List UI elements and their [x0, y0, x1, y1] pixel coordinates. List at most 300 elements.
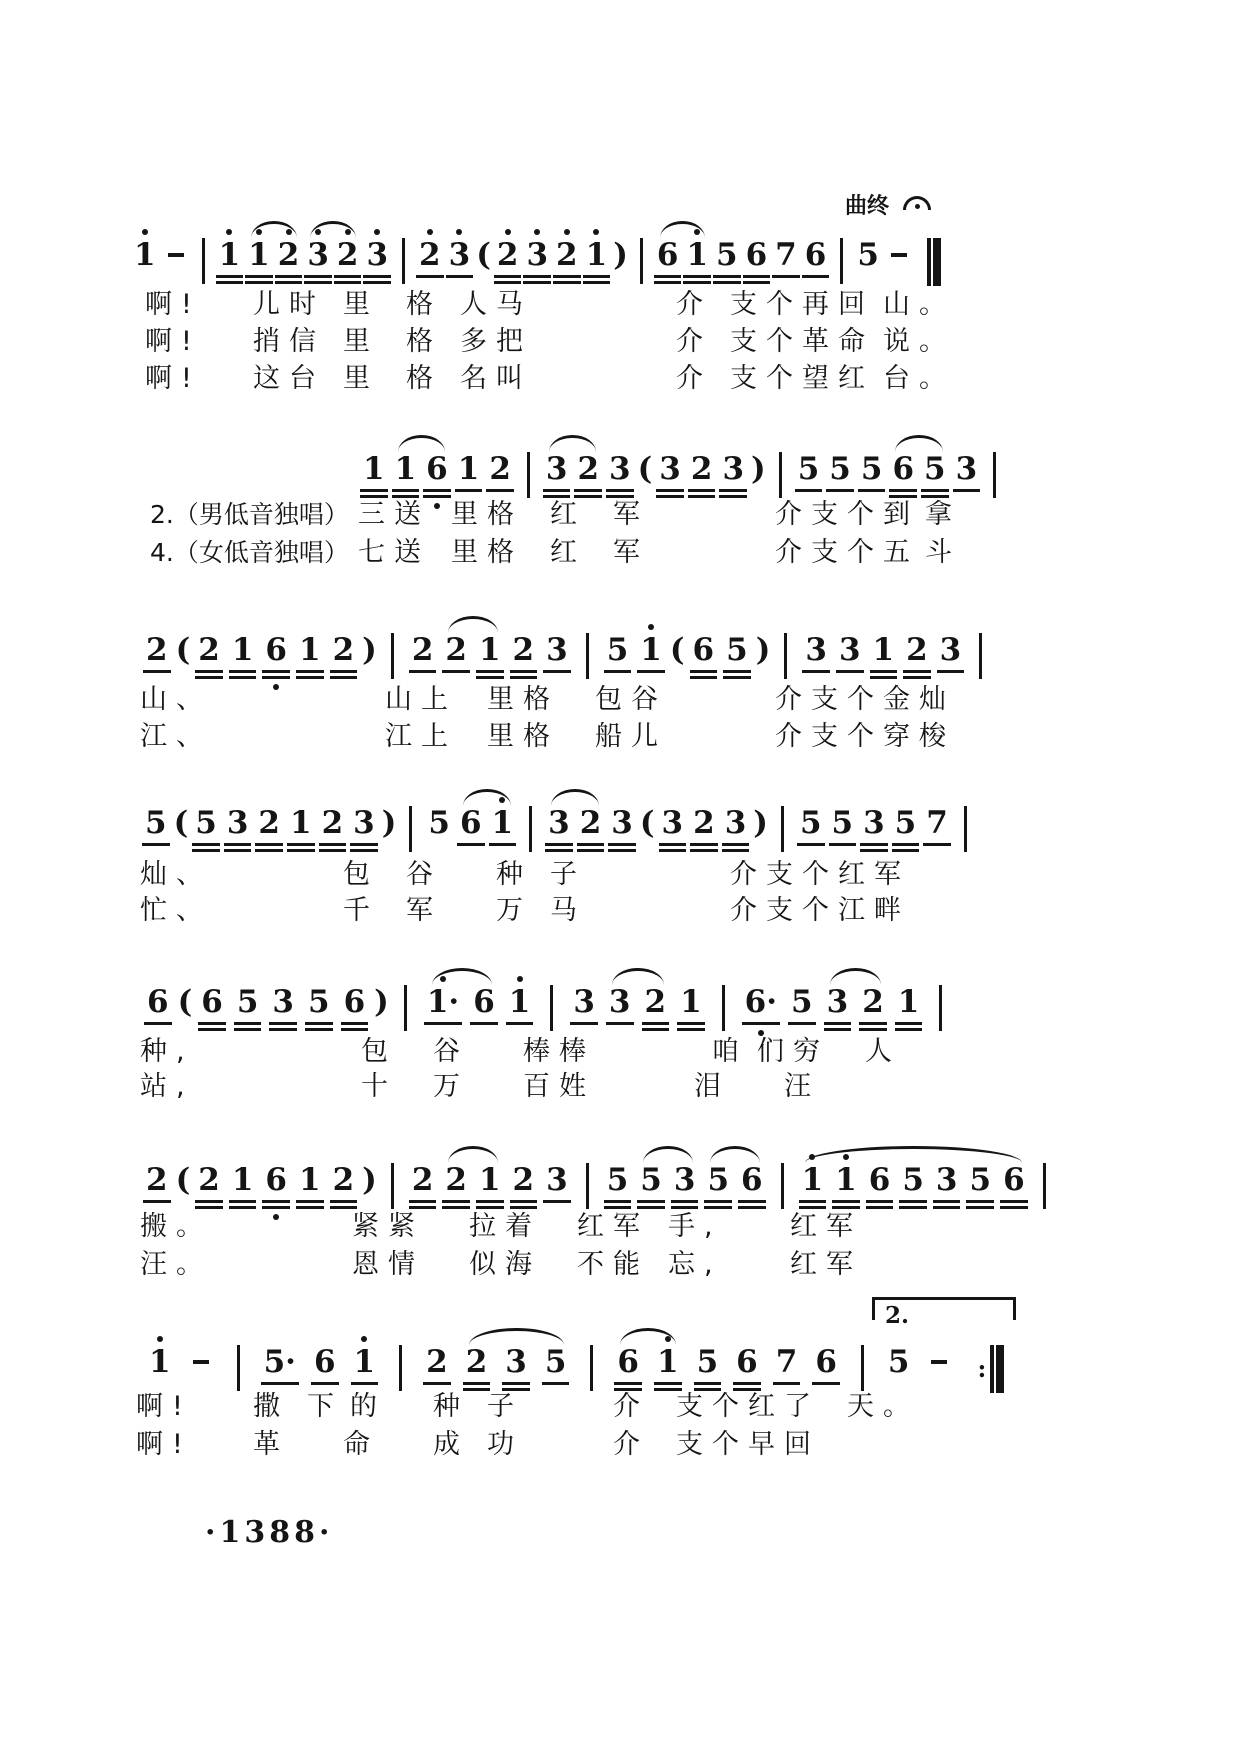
slur-arc: [551, 789, 598, 806]
lyric-text: 斗: [925, 537, 961, 568]
octave-dot-high: [534, 229, 540, 235]
lyric-text: 种,: [140, 1036, 194, 1067]
rhythm-underline: [198, 1022, 226, 1025]
lyric-text: 种: [496, 859, 532, 890]
lyric-text: 支个革命: [730, 326, 874, 357]
rhythm-underline: [409, 670, 437, 673]
parenthesis: ): [751, 451, 766, 487]
rhythm-underline: [802, 670, 830, 673]
lyric-text: 包谷: [595, 684, 667, 715]
note: 5: [428, 805, 450, 841]
lyric-text: 里格: [487, 684, 559, 715]
rhythm-underline: [330, 1200, 358, 1203]
rhythm-underline: [719, 495, 747, 498]
rhythm-underline: [722, 849, 750, 852]
rhythm-underline: [688, 489, 716, 492]
note: 6: [815, 1345, 837, 1379]
parenthesis: ): [362, 1162, 377, 1198]
rhythm-underline: [829, 843, 857, 846]
note: 5: [697, 1345, 719, 1379]
lyric-text: 似海: [469, 1249, 541, 1280]
note: 2: [337, 238, 359, 272]
rhythm-underline: [903, 670, 931, 673]
note: 1: [640, 633, 662, 667]
rhythm-underline: [489, 843, 517, 846]
note: 2: [693, 806, 715, 840]
note: 6: [265, 633, 287, 667]
rhythm-underline: [502, 1382, 530, 1385]
lyric-text: 格: [406, 363, 442, 394]
barline: [586, 633, 589, 679]
rhythm-underline: [542, 1382, 570, 1385]
rhythm-underline: [733, 1382, 761, 1385]
note: 1: [479, 633, 501, 667]
note: 5: [545, 1345, 567, 1379]
note: 5: [726, 633, 748, 667]
lyric-text: 谷: [406, 859, 442, 890]
lyric-text: 红军: [577, 1211, 649, 1242]
rhythm-underline: [144, 1022, 172, 1025]
barline: [1043, 1163, 1046, 1209]
rhythm-underline: [889, 495, 917, 498]
note: 5: [607, 1163, 629, 1197]
lyric-text: 船儿: [595, 721, 667, 752]
rhythm-underline: [933, 1200, 961, 1203]
lyric-text: 啊!: [136, 1391, 192, 1422]
rhythm-underline: [330, 1206, 358, 1209]
rhythm-underline: [416, 275, 444, 278]
rhythm-underline: [694, 1382, 722, 1385]
note: 3: [353, 806, 375, 840]
note: 1: [299, 1163, 321, 1197]
rhythm-underline: [195, 1200, 223, 1203]
rhythm-underline: [296, 1200, 324, 1203]
note: 2: [146, 633, 168, 667]
lyric-text: 山上: [385, 684, 457, 715]
note: 1: [363, 452, 385, 486]
note: 5: [798, 452, 820, 486]
octave-dot-high: [142, 229, 148, 235]
notation-line: [140, 985, 955, 1031]
dash: [891, 253, 907, 257]
rhythm-underline: [654, 281, 682, 284]
end-mark-label: 曲终: [845, 194, 890, 219]
rhythm-underline: [216, 281, 244, 284]
barline: [993, 452, 996, 498]
lyric-text: 这台: [253, 363, 325, 394]
note: 3: [227, 806, 249, 840]
rhythm-underline: [604, 1200, 632, 1203]
barline: [640, 238, 643, 284]
rhythm-underline: [606, 489, 634, 492]
rhythm-underline: [921, 489, 949, 492]
slur-arc: [432, 968, 492, 985]
lyric-text: 种: [433, 1391, 469, 1422]
rhythm-underline: [523, 275, 551, 278]
note: 5: [800, 806, 822, 840]
rhythm-underline: [494, 281, 522, 284]
rhythm-underline: [255, 849, 283, 852]
rhythm-underline: [683, 275, 711, 278]
note: 3: [272, 985, 294, 1019]
note: 3: [546, 633, 568, 667]
note: 6: [473, 985, 495, 1019]
lyric-text: 的: [350, 1391, 386, 1422]
note: 1: [686, 238, 708, 272]
note: 5·: [264, 1345, 296, 1379]
rhythm-underline: [654, 1382, 682, 1385]
rhythm-underline: [690, 843, 718, 846]
lyric-text: 4.（女低音独唱）: [150, 538, 349, 567]
rhythm-underline: [921, 495, 949, 498]
note: 3: [609, 452, 631, 486]
rhythm-underline: [455, 489, 483, 492]
notation-line: [358, 452, 1007, 498]
final-barline: [990, 1345, 1004, 1393]
rhythm-underline: [719, 489, 747, 492]
rhythm-underline: [966, 1200, 994, 1203]
rhythm-underline: [722, 843, 750, 846]
rhythm-underline: [574, 489, 602, 492]
lyric-text: 江、: [140, 721, 212, 752]
lyric-text: 介支个江畔: [730, 895, 910, 926]
lyric-text: 革: [253, 1429, 289, 1460]
notation-line: [130, 194, 947, 286]
note: 2: [691, 452, 713, 486]
lyric-text: 军: [406, 895, 442, 926]
rhythm-underline: [604, 670, 632, 673]
final-barline: [927, 238, 941, 286]
note: 5: [791, 985, 813, 1019]
note: 5: [716, 238, 738, 272]
rhythm-underline: [738, 1206, 766, 1209]
lyric-text: 拿: [925, 499, 961, 530]
lyric-text: 命: [343, 1429, 379, 1460]
octave-dot-high: [505, 229, 511, 235]
rhythm-underline: [341, 1022, 369, 1025]
rhythm-underline: [802, 275, 830, 278]
rhythm-underline: [424, 1022, 462, 1025]
rhythm-underline: [494, 275, 522, 278]
octave-dot-high: [456, 229, 462, 235]
barline: [722, 985, 725, 1031]
rhythm-underline: [892, 843, 920, 846]
note: 5: [832, 806, 854, 840]
rhythm-underline: [224, 849, 252, 852]
note: 3: [936, 1163, 958, 1197]
lyric-text: 下: [307, 1391, 343, 1422]
lyric-text: 支个望红: [730, 363, 874, 394]
rhythm-underline: [659, 843, 687, 846]
note: 3: [659, 452, 681, 486]
octave-dot-high: [427, 229, 433, 235]
rhythm-underline: [577, 849, 605, 852]
rhythm-underline: [275, 281, 303, 284]
rhythm-underline: [937, 670, 965, 673]
note: 3: [573, 985, 595, 1019]
note: 3: [956, 452, 978, 486]
lyric-text: 介: [676, 289, 712, 320]
rhythm-underline: [683, 281, 711, 284]
rhythm-underline: [545, 849, 573, 852]
parenthesis: ): [374, 984, 389, 1020]
rhythm-underline: [553, 281, 581, 284]
note: 6: [314, 1345, 336, 1379]
lyric-text: 介: [676, 363, 712, 394]
parenthesis: (: [175, 1162, 191, 1198]
note: 6: [805, 238, 827, 272]
lyric-text: 万: [433, 1071, 469, 1102]
lyric-text: 人: [865, 1036, 901, 1067]
note: 3: [863, 806, 885, 840]
note: 2: [906, 633, 928, 667]
rhythm-underline: [304, 281, 332, 284]
rhythm-underline: [409, 1200, 437, 1203]
rhythm-underline: [296, 670, 324, 673]
note: 1: [149, 1345, 171, 1379]
note: 2: [466, 1345, 488, 1379]
rhythm-underline: [743, 275, 771, 278]
lyric-text: 红军: [790, 1211, 862, 1242]
rhythm-underline: [656, 489, 684, 492]
rhythm-underline: [442, 1206, 470, 1209]
note: 1: [657, 1345, 679, 1379]
lyric-text: 子: [550, 859, 586, 890]
fermata-icon: [903, 196, 931, 210]
lyric-text: 手,: [668, 1211, 722, 1242]
rhythm-underline: [583, 281, 611, 284]
rhythm-underline: [723, 676, 751, 679]
rhythm-underline: [677, 1028, 705, 1031]
note: 1: [802, 1163, 824, 1197]
slur-arc: [251, 221, 296, 238]
rhythm-underline: [836, 670, 864, 673]
parenthesis: (: [637, 451, 653, 487]
note: 3: [662, 806, 684, 840]
rhythm-underline: [423, 489, 451, 492]
note: 5: [902, 1163, 924, 1197]
rhythm-underline: [245, 275, 273, 278]
barline: [391, 1163, 394, 1209]
note: 1: [134, 238, 156, 272]
note: 3: [611, 806, 633, 840]
lyric-text: 天。: [847, 1391, 919, 1422]
rhythm-underline: [860, 849, 888, 852]
note: 6: [746, 238, 768, 272]
lyric-text: 啊!: [145, 326, 201, 357]
note: 1: [509, 985, 531, 1019]
note: 1: [680, 985, 702, 1019]
rhythm-underline: [198, 1028, 226, 1031]
lyric-text: 里格: [451, 537, 523, 568]
dash: [193, 1360, 209, 1364]
note: 3: [940, 633, 962, 667]
rhythm-underline: [360, 489, 388, 492]
rhythm-underline: [608, 843, 636, 846]
note: 2: [862, 985, 884, 1019]
rhythm-underline: [363, 275, 391, 278]
barline: [779, 452, 782, 498]
rhythm-underline: [330, 670, 358, 673]
slur-arc: [463, 789, 510, 806]
rhythm-underline: [614, 1382, 642, 1385]
rhythm-underline: [690, 849, 718, 852]
parenthesis: (: [639, 805, 655, 841]
rhythm-underline: [543, 1200, 571, 1203]
volta-number: 2.: [885, 1302, 910, 1329]
lyric-text: 七送: [358, 537, 430, 568]
rhythm-underline: [642, 1028, 670, 1031]
rhythm-underline: [642, 1022, 670, 1025]
note: 5: [237, 985, 259, 1019]
lyric-text: 谷: [433, 1036, 469, 1067]
rhythm-underline: [143, 1200, 171, 1203]
rhythm-underline: [713, 275, 741, 278]
rhythm-underline: [476, 670, 504, 673]
slur-arc: [448, 616, 497, 633]
rhythm-underline: [637, 1200, 665, 1203]
rhythm-underline: [476, 676, 504, 679]
note: 2: [333, 1163, 355, 1197]
note: 6: [344, 985, 366, 1019]
lyric-text: 支个再回: [730, 289, 874, 320]
octave-dot-high: [593, 229, 599, 235]
rhythm-underline: [799, 1206, 827, 1209]
note: 2: [419, 238, 441, 272]
rhythm-underline: [319, 849, 347, 852]
note: 5: [969, 1163, 991, 1197]
rhythm-underline: [826, 489, 854, 492]
barline: [590, 1345, 593, 1391]
lyric-text: 说。: [883, 326, 955, 357]
note: 3: [366, 238, 388, 272]
note: 2: [489, 452, 511, 486]
rhythm-underline: [229, 1200, 257, 1203]
rhythm-underline: [287, 849, 315, 852]
rhythm-underline: [577, 843, 605, 846]
lyric-text: 恩情: [352, 1249, 424, 1280]
note: 2: [513, 633, 535, 667]
octave-dot-low: [273, 684, 279, 690]
rhythm-underline: [351, 1382, 379, 1385]
octave-dot-high: [517, 976, 523, 982]
rhythm-underline: [637, 670, 665, 673]
note: 5: [707, 1163, 729, 1197]
rhythm-underline: [866, 1200, 894, 1203]
rhythm-underline: [738, 1200, 766, 1203]
note: 6: [460, 806, 482, 840]
rhythm-underline: [486, 489, 514, 492]
note: 3: [546, 452, 568, 486]
repeat-barline: [977, 1345, 1004, 1393]
rhythm-underline: [795, 489, 823, 492]
rhythm-underline: [262, 1200, 290, 1203]
lyric-text: 介支个到: [775, 499, 919, 530]
note: 1: [354, 1345, 376, 1379]
rhythm-underline: [463, 1382, 491, 1385]
lyric-text: 三送: [358, 499, 430, 530]
lyric-text: 里: [343, 363, 379, 394]
octave-dot-low: [434, 503, 440, 509]
parenthesis: ): [362, 632, 377, 668]
octave-dot-high: [361, 1336, 367, 1342]
note: 6: [892, 452, 914, 486]
lyric-text: 忘,: [668, 1249, 722, 1280]
note: 1: [232, 1163, 254, 1197]
rhythm-underline: [659, 849, 687, 852]
barline: [781, 1163, 784, 1209]
note: 5: [887, 1344, 910, 1380]
rhythm-underline: [296, 676, 324, 679]
rhythm-underline: [510, 1200, 538, 1203]
parenthesis: ): [381, 805, 397, 841]
note: 2: [278, 238, 300, 272]
note: 1: [873, 633, 895, 667]
note: 6: [869, 1163, 891, 1197]
rhythm-underline: [224, 843, 252, 846]
rhythm-underline: [510, 676, 538, 679]
rhythm-underline: [275, 275, 303, 278]
rhythm-underline: [510, 670, 538, 673]
rhythm-underline: [350, 849, 378, 852]
rhythm-underline: [606, 495, 634, 498]
note: 2: [146, 1163, 168, 1197]
rhythm-underline: [305, 1028, 333, 1031]
rhythm-underline: [799, 1200, 827, 1203]
rhythm-underline: [654, 275, 682, 278]
note: 2: [412, 633, 434, 667]
note: 2: [645, 985, 667, 1019]
rhythm-underline: [409, 1206, 437, 1209]
lyric-text: 支个早回: [676, 1429, 820, 1460]
lyric-text: 拉着: [469, 1211, 541, 1242]
rhythm-underline: [859, 1022, 887, 1025]
note: 1: [479, 1163, 501, 1197]
rhythm-underline: [1000, 1206, 1028, 1209]
note: 3: [526, 238, 548, 272]
lyric-text: 介支个红军: [730, 859, 910, 890]
rhythm-underline: [319, 843, 347, 846]
note: 6: [426, 452, 448, 486]
barline: [402, 238, 405, 284]
lyric-text: 格: [406, 326, 442, 357]
lyric-text: 汪: [784, 1071, 820, 1102]
parenthesis: ): [753, 805, 768, 841]
slur-arc: [398, 435, 444, 452]
barline: [550, 985, 553, 1031]
barline: [529, 806, 532, 852]
note: 3: [307, 238, 329, 272]
barline: [861, 1345, 864, 1391]
rhythm-underline: [523, 281, 551, 284]
barline: [586, 1163, 589, 1209]
lyric-text: 百姓: [523, 1071, 595, 1102]
lyric-text: 忙、: [140, 895, 212, 926]
rhythm-underline: [304, 275, 332, 278]
note: 5: [607, 633, 629, 667]
rhythm-underline: [824, 1022, 852, 1025]
rhythm-underline: [255, 843, 283, 846]
rhythm-underline: [545, 843, 573, 846]
rhythm-underline: [476, 1200, 504, 1203]
lyric-text: 千: [343, 895, 379, 926]
rhythm-underline: [287, 843, 315, 846]
note: 5: [924, 452, 946, 486]
rhythm-underline: [543, 489, 571, 492]
dash: [168, 253, 184, 257]
rhythm-underline: [334, 281, 362, 284]
rhythm-underline: [933, 1206, 961, 1209]
